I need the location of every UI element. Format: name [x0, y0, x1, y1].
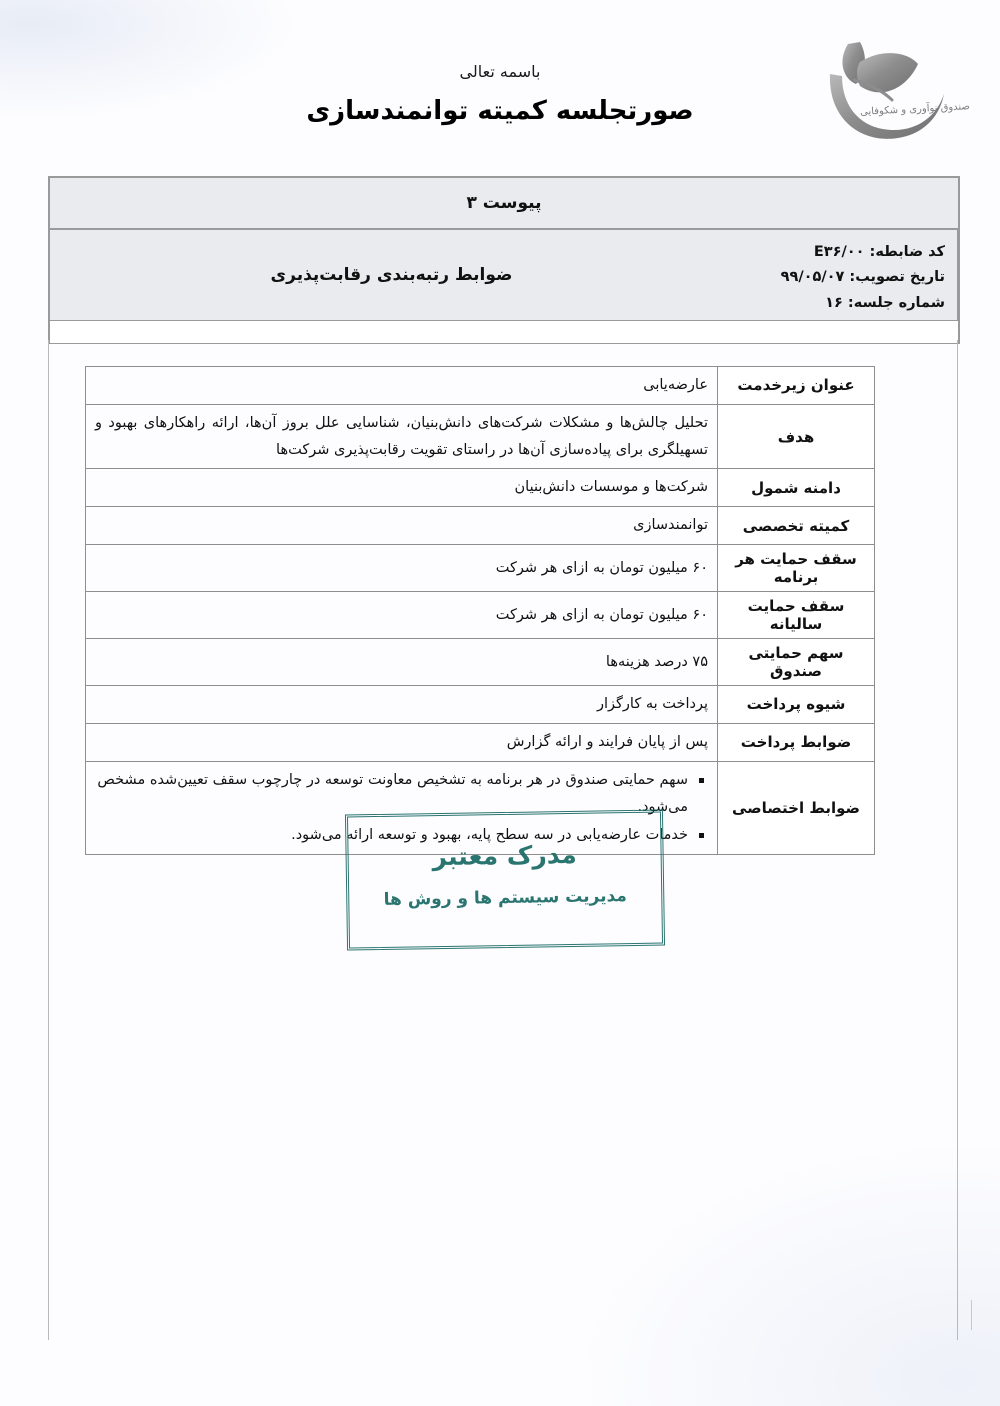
list-item: خدمات عارضه‌یابی در سه سطح پایه، بهبود و توسعه ارائه می‌شود.: [95, 822, 708, 850]
table-row: [86, 367, 875, 405]
code-label: کد ضابطه:: [869, 244, 945, 260]
service-title: ضوابط رتبه‌بندی رقابت‌پذیری: [270, 265, 513, 285]
page-rail-right: [957, 340, 958, 1340]
row-label: سقف حمایت سالیانه: [718, 592, 875, 639]
stamp-title: مدرک معتبر: [432, 839, 577, 872]
meta-band: [49, 229, 959, 321]
row-value: شرکت‌ها و موسسات دانش‌بنیان: [86, 469, 718, 507]
session-number-row: [741, 291, 945, 316]
stamp-subtitle: مدیریت سیستم ها و روش ها: [383, 886, 628, 910]
row-label: ضوابط پرداخت: [718, 723, 875, 761]
scan-artifact-bottom-right: [580, 1146, 1000, 1406]
session-number-value: ۱۶: [825, 294, 843, 311]
table-row: [86, 545, 875, 592]
row-value: پرداخت به کارگزار: [86, 686, 718, 724]
organization-logo-caption: صندوق نوآوری و شکوفایی: [859, 101, 971, 118]
table-row: [86, 404, 875, 469]
validation-stamp: [345, 810, 665, 951]
row-label: سقف حمایت هر برنامه: [718, 545, 875, 592]
document-header: [0, 0, 1000, 165]
organization-logo: [808, 22, 958, 154]
scan-edge-mark: [971, 1300, 972, 1330]
row-value: ۷۵ درصد هزینه‌ها: [86, 639, 718, 686]
table-row: [86, 686, 875, 724]
session-number-label: شماره جلسه:: [847, 294, 945, 311]
row-label: عنوان زیرخدمت: [718, 367, 875, 405]
row-label: هدف: [718, 404, 875, 469]
row-label: کمیته تخصصی: [718, 507, 875, 545]
row-label: سهم حمایتی صندوق: [718, 639, 875, 686]
row-value: پس از پایان فرایند و ارائه گزارش: [86, 723, 718, 761]
approval-date-value: ۹۹/۰۵/۰۷: [780, 269, 845, 286]
table-row: [86, 723, 875, 761]
code-value: E۳۶/۰۰: [813, 244, 865, 260]
code-row: [741, 240, 945, 265]
table-row: [86, 507, 875, 545]
row-value: ۶۰ میلیون تومان به ازای هر شرکت: [86, 592, 718, 639]
row-value: توانمندسازی: [86, 507, 718, 545]
table-row: [86, 639, 875, 686]
row-value: تحلیل چالش‌ها و مشکلات شرکت‌های دانش‌بنیان، شناسایی علل بروز آن‌ها، ارائه راهکارهای بهبود و تسهیلگری برای پیاده‌سازی آن‌ها در راستای تقویت رقابت‌پذیری شرکت‌ها: [86, 404, 718, 469]
row-label: دامنه شمول: [718, 469, 875, 507]
list-item: سهم حمایتی صندوق در هر برنامه به تشخیص معاونت توسعه در چارچوب سقف تعیین‌شده مشخص می‌شود.: [95, 767, 708, 822]
service-details-body: [86, 367, 875, 855]
page-title: صورتجلسه کمیته توانمندسازی: [306, 96, 694, 126]
page-rail-left: [48, 340, 49, 1340]
row-label: ضوابط اختصاصی: [718, 761, 875, 855]
banner-table: [48, 176, 960, 344]
row-value: ۶۰ میلیون تومان به ازای هر شرکت: [86, 545, 718, 592]
row-value: عارضه‌یابی: [86, 367, 718, 405]
table-row: [86, 592, 875, 639]
service-details-table: [85, 366, 875, 855]
bismillah-text: باسمه تعالی: [459, 62, 541, 81]
approval-date-label: تاریخ تصویب:: [849, 269, 945, 286]
approval-date-row: [741, 265, 945, 290]
meta-codes-block: [733, 230, 958, 320]
row-label: شیوه پرداخت: [718, 686, 875, 724]
banner-spacer: [49, 321, 959, 343]
table-row: [86, 469, 875, 507]
attachment-band: [49, 177, 959, 229]
attachment-label: پیوست ۳: [466, 193, 542, 213]
